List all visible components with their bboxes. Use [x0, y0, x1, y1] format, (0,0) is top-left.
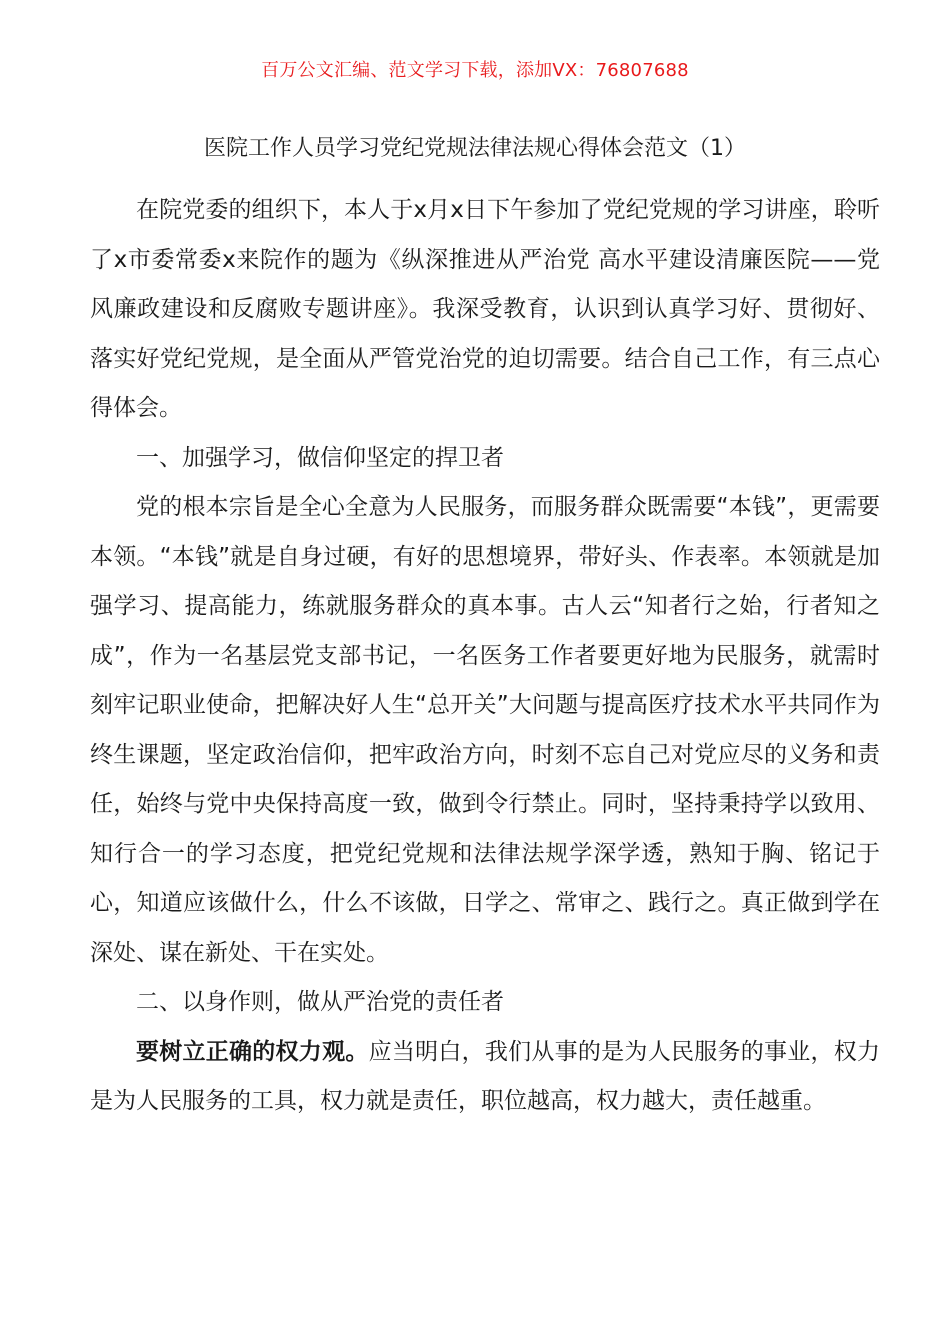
section-2-paragraph	[90, 1028, 880, 1127]
section-heading-2: 二、以身作则，做从严治党的责任者	[136, 989, 504, 1015]
intro-paragraph: 在院党委的组织下，本人于x月x日下午参加了党纪党规的学习讲座，聆听了x市委常委x来院作的题为《纵深推进从严治党 高水平建设清廉医院——党风廉政建设和反腐败专题讲座》。我深受教育，认识到认真学习好、贯彻好、落实好党纪党规，是全面从严管党治党的迫切需要。结合自己工作，有三点心得体会。	[90, 197, 880, 421]
section-1-paragraph: 党的根本宗旨是全心全意为人民服务，而服务群众既需要“本钱”，更需要本领。“本钱”就是自身过硬，有好的思想境界，带好头、作表率。本领就是加强学习、提高能力，练就服务群众的真本事。古人云“知者行之始，行者知之成”，作为一名基层党支部书记，一名医务工作者要更好地为民服务，就需时刻牢记职业使命，把解决好人生“总开关”大问题与提高医疗技术水平共同作为终生课题，坚定政治信仰，把牢政治方向，时刻不忘自己对党应尽的义务和责任，始终与党中央保持高度一致，做到令行禁止。同时，坚持秉持学以致用、知行合一的学习态度，把党纪党规和法律法规学深学透，熟知于胸、铭记于心，知道应该做什么，什么不该做，日学之、常审之、践行之。真正做到学在深处、谋在新处、干在实处。	[90, 494, 880, 966]
document-title: 医院工作人员学习党纪党规法律法规心得体会范文（1）	[204, 136, 746, 161]
section-heading-1: 一、加强学习，做信仰坚定的捍卫者	[136, 444, 504, 471]
promo-header-text: 百万公文汇编、范文学习下载，添加VX：76807688	[261, 60, 689, 81]
document-body	[90, 186, 880, 1127]
section-2-body-text: 应当明白，我们从事的是为人民服务的事业，权力是为人民服务的工具，权力就是责任，职位越高，权力越大，责任越重。	[90, 1038, 881, 1114]
section-2-lead-bold: 要树立正确的权力观。	[136, 1038, 369, 1065]
